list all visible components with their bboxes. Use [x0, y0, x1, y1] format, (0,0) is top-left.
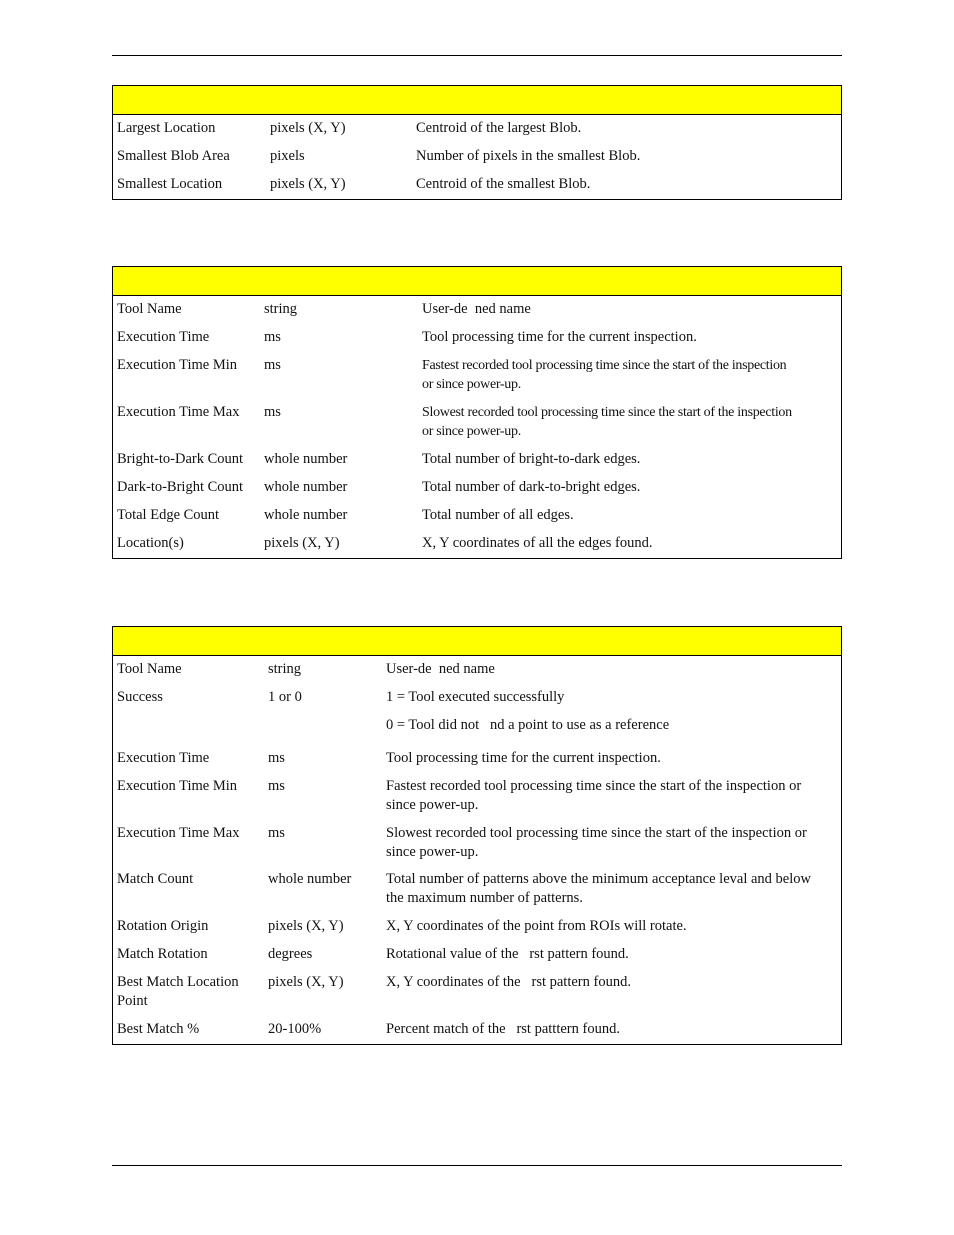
param-description: Total number of bright-to-dark edges. — [422, 451, 641, 467]
param-description: Total number of dark-to-bright edges. — [422, 479, 641, 495]
param-unit: ms — [268, 825, 285, 841]
param-name: Best Match Location Point — [117, 974, 239, 1009]
param-description: Rotational value of the rst pattern found. — [386, 946, 629, 962]
param-unit: ms — [264, 357, 281, 373]
param-name: Execution Time Min — [117, 778, 238, 794]
param-unit: pixels (X, Y) — [268, 974, 344, 990]
edge-count-results-table — [112, 266, 842, 559]
param-description: X, Y coordinates of all the edges found. — [422, 535, 653, 551]
param-unit: whole number — [264, 507, 348, 523]
param-unit: ms — [268, 778, 285, 794]
param-unit: ms — [268, 750, 285, 766]
param-unit: string — [264, 301, 298, 317]
param-unit: string — [268, 661, 302, 677]
param-unit: pixels (X, Y) — [264, 535, 340, 551]
table-row — [113, 175, 841, 194]
param-unit: degrees — [268, 946, 313, 962]
table-header-band — [113, 627, 841, 656]
param-name: Smallest Location — [117, 176, 223, 192]
param-name: Smallest Blob Area — [117, 148, 230, 164]
param-name: Largest Location — [117, 120, 216, 136]
param-unit: whole number — [264, 479, 348, 495]
param-unit: ms — [264, 404, 281, 420]
param-unit: ms — [264, 329, 281, 345]
param-description: X, Y coordinates of the rst pattern found. — [386, 974, 631, 990]
param-description: Total number of patterns above the minimum acceptance leval and below the maximum number of patterns. — [386, 871, 811, 906]
param-description: Slowest recorded tool processing time since the start of the inspection or since power-up. — [386, 825, 807, 860]
param-unit: whole number — [268, 871, 352, 887]
param-name: Rotation Origin — [117, 918, 209, 934]
param-description: User-de ned name — [422, 301, 531, 317]
param-description: X, Y coordinates of the point from ROIs will rotate. — [386, 918, 687, 934]
table-row — [113, 119, 841, 138]
param-name: Match Count — [117, 871, 194, 887]
param-description: 0 = Tool did not nd a point to use as a reference — [386, 717, 670, 733]
param-description: Number of pixels in the smallest Blob. — [416, 148, 641, 164]
param-description: Percent match of the rst patttern found. — [386, 1021, 620, 1037]
param-name: Execution Time Max — [117, 404, 240, 420]
param-name: Location(s) — [117, 535, 184, 551]
blob-results-table — [112, 85, 842, 200]
param-name: Execution Time Min — [117, 357, 238, 373]
param-description: Centroid of the largest Blob. — [416, 120, 582, 136]
param-description: User-de ned name — [386, 661, 495, 677]
param-name: Execution Time — [117, 750, 210, 766]
param-description: Tool processing time for the current inspection. — [422, 329, 697, 345]
param-description: Centroid of the smallest Blob. — [416, 176, 591, 192]
param-unit: 20-100% — [268, 1021, 322, 1037]
param-description: 1 = Tool executed successfully — [386, 689, 565, 705]
param-unit: whole number — [264, 451, 348, 467]
param-name: Tool Name — [117, 661, 182, 677]
param-unit: 1 or 0 — [268, 689, 302, 705]
param-name: Execution Time Max — [117, 825, 240, 841]
param-name: Success — [117, 689, 163, 705]
param-unit: pixels (X, Y) — [270, 120, 346, 136]
param-description: Fastest recorded tool processing time since the start of the inspection or since power-up. — [422, 358, 787, 392]
param-name: Match Rotation — [117, 946, 208, 962]
table-header-band — [113, 86, 841, 115]
param-unit: pixels (X, Y) — [270, 176, 346, 192]
param-description: Fastest recorded tool processing time since the start of the inspection or since power-up. — [386, 778, 802, 813]
table-row — [113, 147, 841, 166]
header-rule — [112, 55, 842, 56]
param-name: Bright-to-Dark Count — [117, 451, 244, 467]
footer-rule — [112, 1165, 842, 1166]
param-unit: pixels (X, Y) — [268, 918, 344, 934]
param-unit: pixels — [270, 148, 305, 164]
param-description: Tool processing time for the current inspection. — [386, 750, 661, 766]
param-name: Execution Time — [117, 329, 210, 345]
pattern-match-results-table — [112, 626, 842, 1045]
param-description: Total number of all edges. — [422, 507, 574, 523]
param-name: Tool Name — [117, 301, 182, 317]
param-name: Dark-to-Bright Count — [117, 479, 244, 495]
param-name: Total Edge Count — [117, 507, 220, 523]
param-name: Best Match % — [117, 1021, 200, 1037]
table-header-band — [113, 267, 841, 296]
param-description: Slowest recorded tool processing time since the start of the inspection or since power-up. — [422, 405, 792, 439]
